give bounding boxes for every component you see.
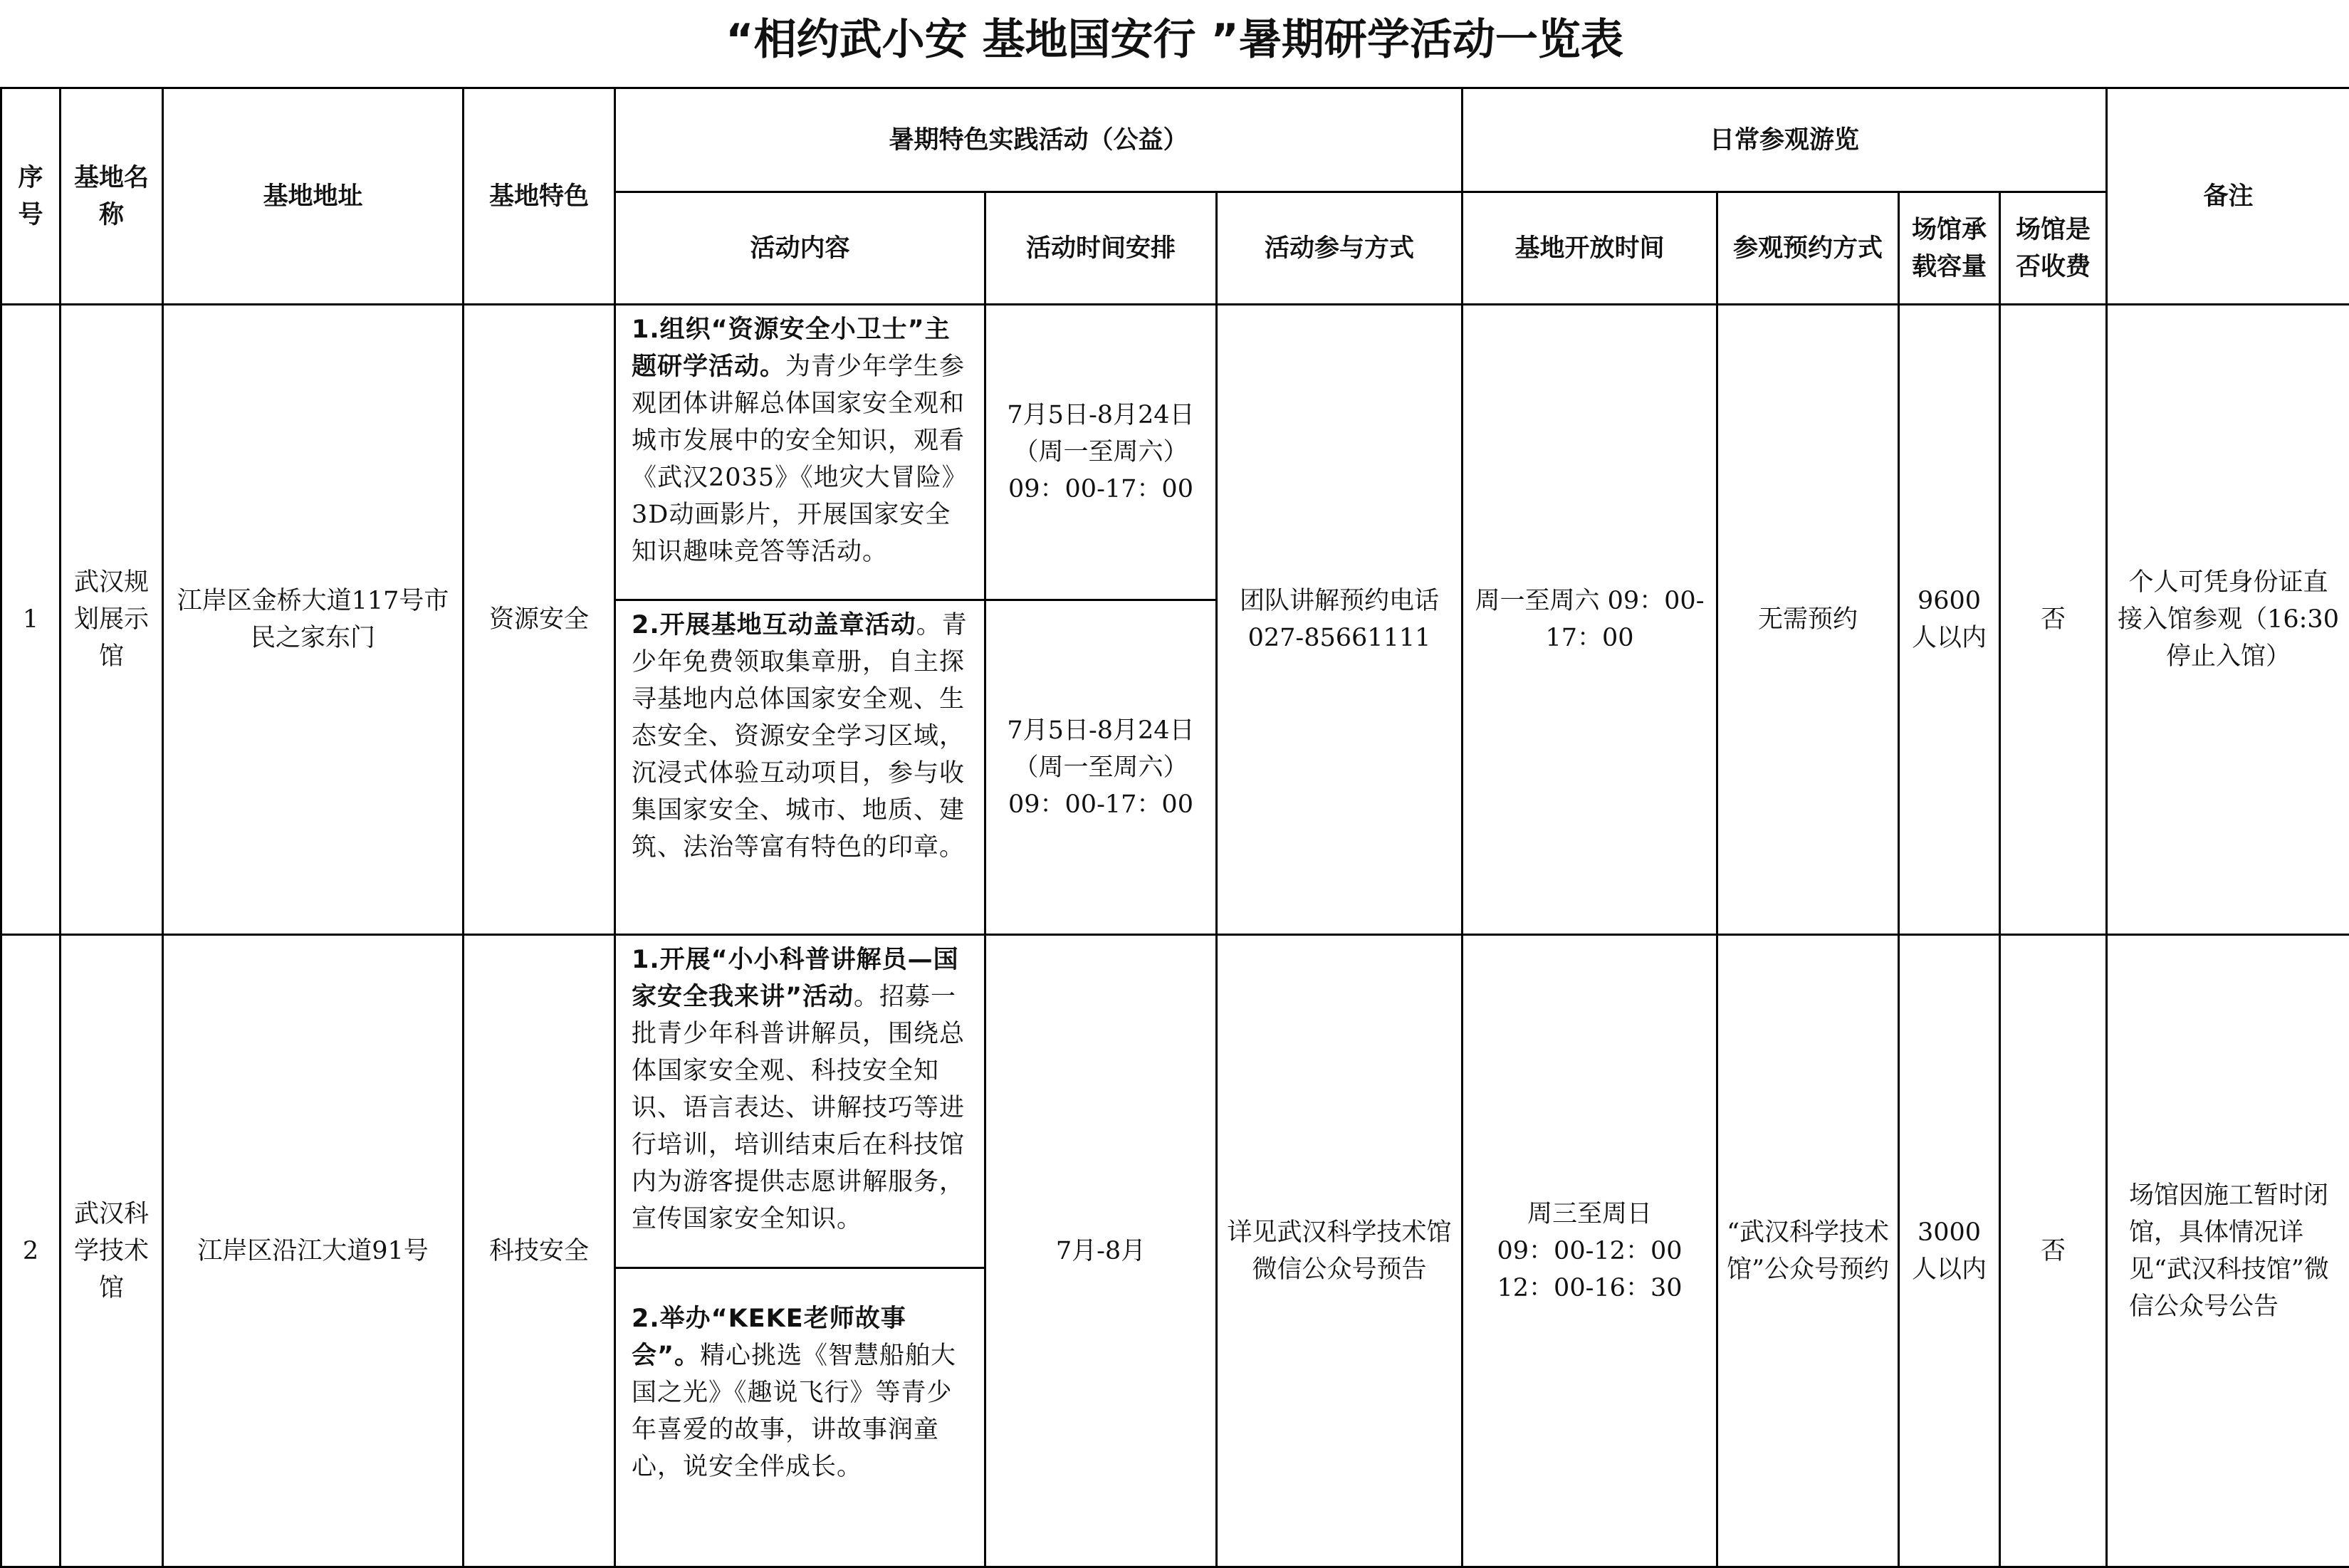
header-summer-group: 暑期特色实践活动（公益） xyxy=(615,88,1463,192)
header-schedule: 活动时间安排 xyxy=(985,192,1217,305)
cell-address: 江岸区沿江大道91号 xyxy=(163,935,464,1567)
header-participation: 活动参与方式 xyxy=(1217,192,1463,305)
header-feature: 基地特色 xyxy=(464,88,615,305)
cell-activity-content: 2.开展基地互动盖章活动。青少年免费领取集章册，自主探寻基地内总体国家安全观、生态安全、资源安全学习区域，沉浸式体验互动项目，参与收集国家安全、城市、地质、建筑、法治等富有特色的印章。 xyxy=(615,600,985,935)
cell-remark: 场馆因施工暂时闭馆，具体情况详见“武汉科技馆”微信公众号公告 xyxy=(2107,935,2349,1567)
cell-name: 武汉规划展示馆 xyxy=(61,305,163,935)
table-row xyxy=(1,305,2349,600)
header-seq: 序号 xyxy=(1,88,61,305)
cell-remark: 个人可凭身份证直接入馆参观（16:30停止入馆） xyxy=(2107,305,2349,935)
cell-activity-schedule: 7月-8月 xyxy=(985,935,1217,1567)
header-fee: 场馆是否收费 xyxy=(2000,192,2107,305)
cell-capacity: 3000人以内 xyxy=(1899,935,2000,1567)
header-daily-group: 日常参观游览 xyxy=(1463,88,2107,192)
activity-table xyxy=(0,87,2349,1568)
cell-seq: 2 xyxy=(1,935,61,1567)
cell-feature: 资源安全 xyxy=(464,305,615,935)
header-name: 基地名称 xyxy=(61,88,163,305)
header-remark: 备注 xyxy=(2107,88,2349,305)
cell-activity-content: 1.组织“资源安全小卫士”主题研学活动。为青少年学生参观团体讲解总体国家安全观和城市发展中的安全知识，观看《武汉2035》《地灾大冒险》3D动画影片，开展国家安全知识趣味竞答等活动。 xyxy=(615,305,985,600)
header-address: 基地地址 xyxy=(163,88,464,305)
header-capacity: 场馆承载容量 xyxy=(1899,192,2000,305)
cell-activity-schedule: 7月5日-8月24日（周一至周六）09：00-17：00 xyxy=(985,600,1217,935)
header-open-time: 基地开放时间 xyxy=(1463,192,1717,305)
header-row-1 xyxy=(1,88,2349,192)
page-title: “相约武小安 基地国安行 ”暑期研学活动一览表 xyxy=(0,0,2349,84)
cell-seq: 1 xyxy=(1,305,61,935)
cell-fee: 否 xyxy=(2000,935,2107,1567)
cell-participation: 详见武汉科学技术馆微信公众号预告 xyxy=(1217,935,1463,1567)
cell-participation: 团队讲解预约电话 027-85661111 xyxy=(1217,305,1463,935)
table-row xyxy=(1,935,2349,1268)
cell-open-time: 周三至周日 09：00-12：00 12：00-16：30 xyxy=(1463,935,1717,1567)
cell-capacity: 9600人以内 xyxy=(1899,305,2000,935)
cell-activity-schedule: 7月5日-8月24日（周一至周六）09：00-17：00 xyxy=(985,305,1217,600)
cell-open-time: 周一至周六 09：00-17：00 xyxy=(1463,305,1717,935)
cell-reservation: “武汉科学技术馆”公众号预约 xyxy=(1717,935,1899,1567)
cell-fee: 否 xyxy=(2000,305,2107,935)
cell-name: 武汉科学技术馆 xyxy=(61,935,163,1567)
cell-reservation: 无需预约 xyxy=(1717,305,1899,935)
header-content: 活动内容 xyxy=(615,192,985,305)
cell-activity-content: 1.开展“小小科普讲解员—国家安全我来讲”活动。招募一批青少年科普讲解员，围绕总体国家安全观、科技安全知识、语言表达、讲解技巧等进行培训，培训结束后在科技馆内为游客提供志愿讲解服务，宣传国家安全知识。 xyxy=(615,935,985,1268)
header-reservation: 参观预约方式 xyxy=(1717,192,1899,305)
cell-address: 江岸区金桥大道117号市民之家东门 xyxy=(163,305,464,935)
cell-feature: 科技安全 xyxy=(464,935,615,1567)
cell-activity-content: 2.举办“KEKE老师故事会”。精心挑选《智慧船舶大国之光》《趣说飞行》等青少年喜爱的故事，讲故事润童心，说安全伴成长。 xyxy=(615,1268,985,1567)
